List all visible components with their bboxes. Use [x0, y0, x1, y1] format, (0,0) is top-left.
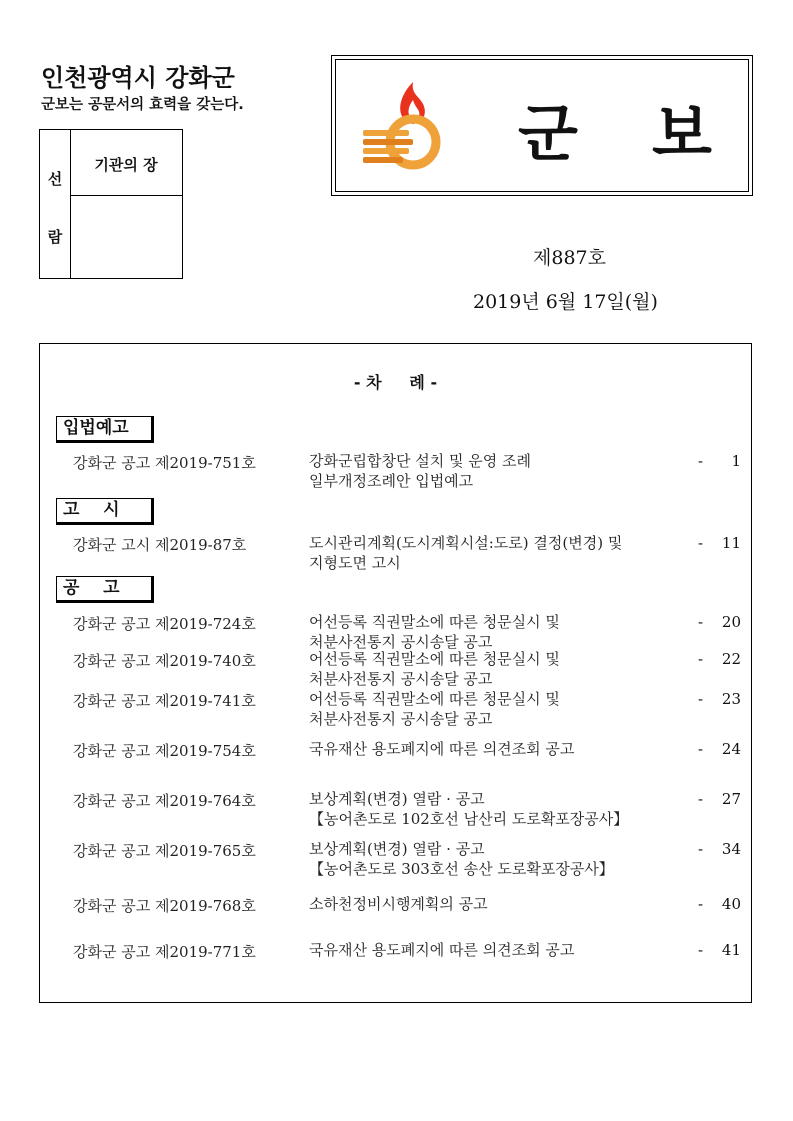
organization-name: 인천광역시 강화군	[41, 64, 235, 92]
toc-entry-title[interactable]	[309, 839, 614, 879]
toc-entry-title-line: 【농어촌도로 102호선 남산리 도로확포장공사】	[309, 810, 629, 828]
toc-entry-title-line: 처분사전통지 공시송달 공고	[309, 710, 493, 728]
toc-leader-dash: -	[698, 613, 704, 631]
toc-entry-title-line: 어선등록 직권말소에 따른 청문실시 및	[309, 690, 560, 708]
seollam-side-char-2: 람	[47, 228, 63, 246]
toc-page-number: 11	[721, 534, 741, 552]
seollam-vertical-divider	[70, 130, 71, 278]
issue-number: 제887호	[533, 247, 606, 269]
toc-entry-title-line: 【농어촌도로 303호선 송산 도로확포장공사】	[309, 860, 614, 878]
seollam-box	[39, 129, 183, 279]
toc-page-number: 41	[721, 941, 741, 959]
toc-leader-dash: -	[698, 790, 704, 808]
toc-entry-number[interactable]: 강화군 공고 제2019-764호	[73, 792, 256, 810]
toc-entry-title-line: 보상계획(변경) 열람 · 공고	[309, 840, 485, 858]
seollam-side-char-1: 선	[47, 170, 63, 188]
table-of-contents	[39, 343, 752, 1003]
toc-entry-title-line: 국유재산 용도폐지에 따른 의견조회 공고	[309, 941, 575, 959]
toc-entry-number[interactable]: 강화군 공고 제2019-768호	[73, 897, 256, 915]
toc-entry-number[interactable]: 강화군 공고 제2019-765호	[73, 842, 256, 860]
toc-category-public-announcement: 고 시	[56, 498, 154, 525]
toc-entry-number[interactable]: 강화군 공고 제2019-771호	[73, 943, 256, 961]
bulletin-title-box	[331, 55, 753, 196]
toc-entry-title-line: 소하천정비시행계획의 공고	[309, 895, 488, 913]
toc-page-number: 24	[721, 740, 741, 758]
toc-entry-title-line: 어선등록 직권말소에 따른 청문실시 및	[309, 650, 560, 668]
toc-entry-title[interactable]	[309, 940, 574, 960]
toc-page-number: 20	[721, 613, 741, 631]
toc-entry-title[interactable]	[309, 649, 560, 689]
toc-category-notice: 공 고	[56, 576, 154, 603]
toc-entry-title[interactable]	[309, 533, 622, 573]
toc-page-number: 1	[731, 452, 741, 470]
toc-entry-title[interactable]	[309, 689, 560, 729]
seollam-head-label: 기관의 장	[94, 156, 158, 174]
toc-page-number: 22	[721, 650, 741, 668]
toc-entry-title[interactable]	[309, 894, 488, 914]
bulletin-title-char-1: 군	[518, 97, 578, 170]
bulletin-title-char-2: 보	[652, 97, 712, 170]
toc-leader-dash: -	[698, 840, 704, 858]
toc-entry-number[interactable]: 강화군 고시 제2019-87호	[73, 536, 247, 554]
toc-entry-title-line: 강화군립합창단 설치 및 운영 조례	[309, 452, 531, 470]
toc-entry-title[interactable]	[309, 739, 574, 759]
toc-leader-dash: -	[698, 650, 704, 668]
toc-page-number: 40	[721, 895, 741, 913]
toc-entry-number[interactable]: 강화군 공고 제2019-740호	[73, 652, 256, 670]
toc-page-number: 23	[721, 690, 741, 708]
toc-entry-title-line: 일부개정조례안 입법예고	[309, 472, 474, 490]
toc-leader-dash: -	[698, 941, 704, 959]
toc-entry-number[interactable]: 강화군 공고 제2019-751호	[73, 454, 256, 472]
seollam-horizontal-divider	[70, 195, 182, 196]
toc-entry-title[interactable]	[309, 789, 628, 829]
gangwha-county-emblem-icon	[361, 78, 447, 170]
toc-entry-number[interactable]: 강화군 공고 제2019-724호	[73, 615, 256, 633]
toc-leader-dash: -	[698, 690, 704, 708]
toc-entry-number[interactable]: 강화군 공고 제2019-741호	[73, 692, 256, 710]
toc-entry-title[interactable]	[309, 612, 560, 652]
toc-category-legislative-notice: 입법예고	[56, 416, 154, 443]
toc-entry-title-line: 지형도면 고시	[309, 554, 401, 572]
toc-leader-dash: -	[698, 452, 704, 470]
issue-date: 2019년 6월 17일(월)	[473, 291, 658, 313]
toc-entry-title-line: 처분사전통지 공시송달 공고	[309, 633, 493, 651]
toc-title: - 차 례 -	[353, 373, 438, 392]
toc-leader-dash: -	[698, 534, 704, 552]
toc-entry-title-line: 어선등록 직권말소에 따른 청문실시 및	[309, 613, 560, 631]
toc-entry-number[interactable]: 강화군 공고 제2019-754호	[73, 742, 256, 760]
toc-entry-title-line: 국유재산 용도폐지에 따른 의견조회 공고	[309, 740, 575, 758]
toc-entry-title[interactable]	[309, 451, 531, 491]
legal-notice: 군보는 공문서의 효력을 갖는다.	[41, 97, 244, 113]
toc-entry-title-line: 보상계획(변경) 열람 · 공고	[309, 790, 485, 808]
toc-entry-title-line: 도시관리계획(도시계획시설:도로) 결정(변경) 및	[309, 534, 623, 552]
toc-page-number: 27	[721, 790, 741, 808]
toc-leader-dash: -	[698, 895, 704, 913]
toc-page-number: 34	[721, 840, 741, 858]
toc-leader-dash: -	[698, 740, 704, 758]
toc-entry-title-line: 처분사전통지 공시송달 공고	[309, 670, 493, 688]
